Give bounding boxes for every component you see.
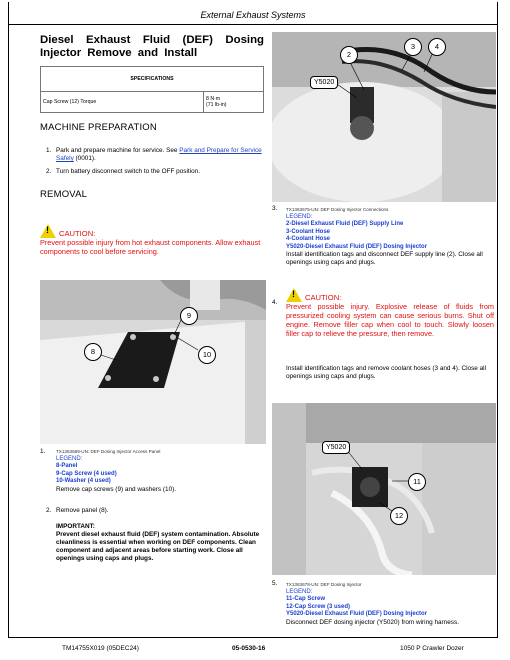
step-text: [56, 147, 262, 163]
step-text: Install identification tags and disconnect DEF supply line (2). Close all openings using caps and plugs.: [286, 251, 483, 267]
fig2-caption: TX1363675-UN: DEF Dosing Injector Connections: [286, 207, 389, 212]
step-number: 4.: [272, 299, 278, 306]
caution-text: Prevent possible injury. Explosive release of fluids from pressurized cooling system can cause serious burns. Shut off engine. Remove filler cap when cool to touch. Slowly loosen filler cap to relieve the pressure, then remove.: [286, 302, 494, 338]
page-title: Diesel Exhaust Fluid (DEF) Dosing Injector Remove and Install: [40, 34, 264, 59]
legend-item: 12-Cap Screw (3 used): [286, 603, 351, 610]
legend-item: 8-Panel: [56, 463, 78, 470]
callout-12: 12: [390, 507, 408, 525]
callout-y5020: Y5020: [310, 76, 338, 89]
callout-3: 3: [404, 38, 422, 56]
removal-heading: REMOVAL: [40, 189, 88, 200]
step-text: Remove cap screws (9) and washers (10).: [56, 485, 177, 493]
header-title: External Exhaust Systems: [200, 10, 306, 20]
step-text: Install identification tags and remove coolant hoses (3 and 4). Close all openings using caps and plugs.: [286, 365, 486, 380]
legend-item: 11-Cap Screw: [286, 596, 326, 603]
step-number: 2.: [46, 507, 52, 514]
step-number: 1.: [46, 147, 52, 154]
caution-text: Prevent possible injury from hot exhaust components. Allow exhaust components to cool before servicing.: [40, 238, 261, 256]
step-text: Disconnect DEF dosing injector (Y5020) from wiring harness.: [286, 618, 459, 626]
fig1-caption: TX1363689-UN: DEF Dosing Injector Access Panel: [56, 449, 161, 454]
access-panel-illustration: [40, 280, 266, 444]
step-number: 3.: [272, 205, 278, 212]
step1-suffix: (0001).: [75, 155, 96, 162]
callout-4: 4: [428, 38, 446, 56]
important-text: Prevent diesel exhaust fluid (DEF) system contamination. Absolute cleanliness is essential when working on DEF components. Clean component and adjacent areas before starting work. Close all openings using caps and plugs.: [56, 531, 260, 562]
caution-label: CAUTION:: [59, 229, 96, 238]
prep-step-1: [46, 147, 266, 167]
callout-y5020: Y5020: [322, 441, 350, 454]
page-header: [8, 10, 498, 25]
dosing-injector-illustration: [272, 403, 496, 575]
caution-label: CAUTION:: [305, 293, 342, 302]
legend-item: Y5020-Diesel Exhaust Fluid (DEF) Dosing Injector: [286, 243, 428, 250]
legend-title: LEGEND:: [56, 456, 83, 462]
step4-number: [272, 299, 282, 307]
step-text: Turn battery disconnect switch to the OFF position.: [56, 168, 200, 175]
figure-injector-connections: [272, 32, 496, 202]
fig1-legend: [56, 456, 266, 494]
legend-item: 9-Cap Screw (4 used): [56, 470, 117, 477]
spec-value-imperial: (71 lb-in): [206, 102, 227, 108]
fig2-step-number: [272, 205, 282, 213]
spec-value: [204, 92, 264, 113]
legend-title: LEGEND:: [286, 214, 313, 220]
legend-item: 2-Diesel Exhaust Fluid (DEF) Supply Line: [286, 221, 404, 228]
step1-text: Park and prepare machine for service. See: [56, 147, 178, 154]
caution-hot-exhaust: [40, 224, 266, 256]
specifications-table: [40, 66, 264, 113]
footer-doc-id: TM14755X019 (05DEC24): [62, 645, 139, 652]
callout-8: 8: [84, 343, 102, 361]
legend-item: 3-Coolant Hose: [286, 228, 331, 235]
fig2-legend: [286, 214, 496, 267]
callout-9: 9: [180, 307, 198, 325]
spec-value-metric: 8 N·m: [206, 96, 221, 102]
figure-dosing-injector: [272, 403, 496, 575]
machine-preparation-heading: MACHINE PREPARATION: [40, 122, 157, 133]
legend-item: 10-Washer (4 used): [56, 478, 111, 485]
step-text: Remove panel (8).: [56, 507, 109, 514]
step-number: 2.: [46, 168, 52, 175]
step-number: 5.: [272, 580, 278, 587]
important-label: IMPORTANT:: [56, 523, 95, 530]
fig3-caption: TX1363678-UN: DEF Dosing Injector: [286, 582, 362, 587]
legend-title: LEGEND:: [286, 589, 313, 595]
callout-2: 2: [340, 46, 358, 64]
spec-heading: SPECIFICATIONS: [41, 67, 264, 92]
figure-access-panel: [40, 280, 266, 444]
important-note: [56, 523, 266, 563]
park-and-prepare-link[interactable]: Park and Prepare for Service Safely: [56, 147, 262, 162]
legend-item: 4-Coolant Hose: [286, 236, 331, 243]
warning-icon: !: [40, 224, 56, 238]
footer-machine-model: 1050 P Crawler Dozer: [400, 645, 464, 652]
callout-10: 10: [198, 346, 216, 364]
step-number: 1.: [40, 448, 46, 455]
footer-page-number: 05-0530-16: [232, 645, 266, 652]
fig1-step-number: [40, 448, 50, 456]
left-column: [40, 30, 264, 60]
warning-icon: !: [286, 288, 302, 302]
injector-connections-illustration: [272, 32, 496, 202]
fig3-legend: [286, 589, 496, 627]
step4-text-block: [286, 365, 494, 381]
fig3-step-number: [272, 580, 282, 588]
callout-11: 11: [408, 473, 426, 491]
caution-cooling-system: [286, 288, 494, 338]
spec-item: Cap Screw (12) Torque: [41, 92, 204, 113]
legend-item: Y5020-Diesel Exhaust Fluid (DEF) Dosing Injector: [286, 611, 428, 618]
